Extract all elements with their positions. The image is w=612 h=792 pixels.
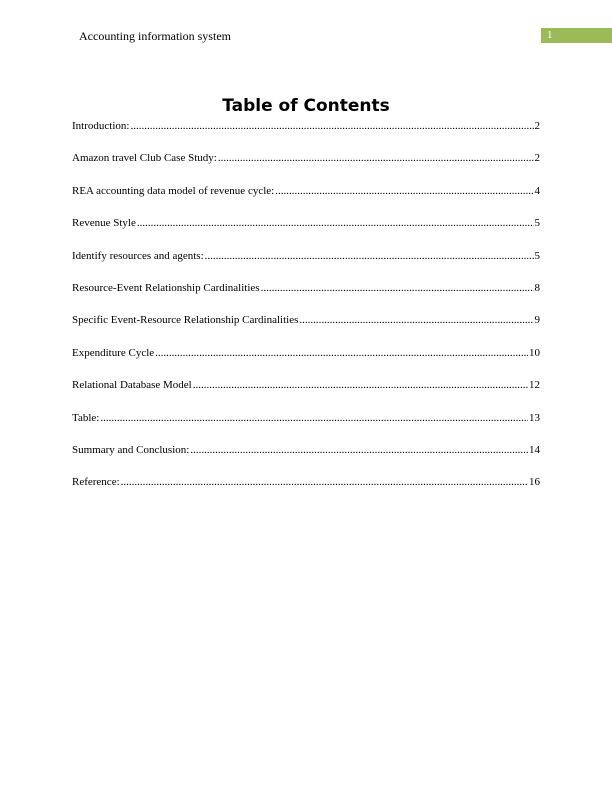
toc-entry-label: Resource-Event Relationship Cardinalities	[72, 282, 260, 294]
toc-entry-resources-agents[interactable]	[72, 249, 540, 263]
toc-entry-expenditure-cycle[interactable]	[72, 346, 540, 360]
toc-entry-label: Amazon travel Club Case Study:	[72, 152, 217, 165]
toc-entry-label: Summary and Conclusion:	[72, 444, 190, 456]
toc-entry-page: 13	[529, 411, 540, 424]
dot-leader	[218, 151, 534, 165]
toc-entry-page: 9	[534, 314, 540, 327]
dot-leader	[121, 475, 528, 489]
toc-entry-event-resource-cardinalities[interactable]	[72, 313, 540, 327]
toc-entry-label: Expenditure Cycle	[72, 346, 155, 359]
dot-leader	[155, 346, 528, 360]
dot-leader	[190, 443, 528, 457]
toc-entry-relational-database-model[interactable]	[72, 378, 540, 392]
toc-entry-page: 2	[534, 152, 540, 165]
toc-entry-label: Introduction:	[72, 120, 130, 132]
toc-entry-case-study[interactable]	[72, 151, 540, 165]
dot-leader	[193, 378, 528, 392]
toc-entry-label: Relational Database Model	[72, 379, 192, 392]
toc-entry-page: 8	[534, 282, 540, 294]
toc-entry-resource-event-cardinalities[interactable]	[72, 281, 540, 295]
dot-leader	[130, 119, 533, 133]
toc-heading: Table of Contents	[222, 96, 390, 116]
toc-entry-rea-model[interactable]	[72, 184, 540, 198]
toc-entry-page: 4	[534, 184, 540, 197]
toc-entry-label: Identify resources and agents:	[72, 249, 204, 262]
toc-entry-page: 16	[529, 476, 540, 489]
toc-entry-revenue-style[interactable]	[72, 216, 540, 230]
dot-leader	[261, 281, 534, 295]
toc-entry-page: 10	[529, 346, 540, 359]
dot-leader	[205, 249, 534, 263]
toc-entry-page: 5	[534, 217, 540, 230]
dot-leader	[299, 313, 533, 327]
toc-entry-introduction[interactable]	[72, 119, 540, 133]
dot-leader	[100, 411, 528, 425]
toc-entry-label: REA accounting data model of revenue cycle:	[72, 184, 275, 197]
toc-entry-page: 5	[534, 249, 540, 262]
toc-entry-label: Revenue Style	[72, 217, 136, 230]
page-number-badge: 1	[541, 28, 612, 43]
toc-entry-page: 2	[534, 120, 540, 132]
toc-entry-page: 12	[529, 379, 540, 392]
toc-entry-table[interactable]	[72, 411, 540, 425]
header-title: Accounting information system	[79, 29, 231, 43]
toc-entry-label: Specific Event-Resource Relationship Cardinalities	[72, 314, 299, 327]
toc-entry-label: Reference:	[72, 476, 120, 489]
toc-entry-page: 14	[529, 444, 540, 456]
toc-entry-summary-conclusion[interactable]	[72, 443, 540, 457]
toc-entry-label: Table:	[72, 411, 100, 424]
toc-entry-reference[interactable]	[72, 475, 540, 489]
dot-leader	[137, 216, 534, 230]
dot-leader	[275, 184, 533, 198]
